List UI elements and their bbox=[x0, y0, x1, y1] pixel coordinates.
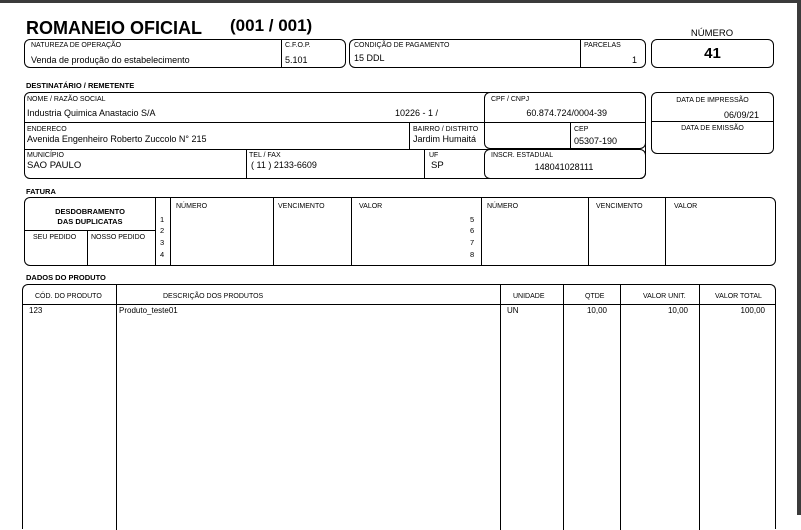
valor-header-right: VALOR bbox=[674, 203, 698, 210]
viewer-top-edge bbox=[0, 0, 801, 3]
nome-label: NOME / RAZÃO SOCIAL bbox=[27, 96, 106, 103]
seu-pedido-label: SEU PEDIDO bbox=[33, 234, 77, 241]
desdobramento-divider bbox=[155, 198, 156, 265]
col-divider-3 bbox=[563, 285, 564, 530]
cell-valor-total: 100,00 bbox=[740, 306, 765, 315]
numero-label: NÚMERO bbox=[690, 28, 734, 39]
uf-divider bbox=[424, 149, 425, 178]
cell-unidade: UN bbox=[507, 306, 519, 315]
th-valor-total: VALOR TOTAL bbox=[715, 293, 762, 300]
uf-value: SP bbox=[431, 160, 444, 171]
numero-header-left: NÚMERO bbox=[176, 203, 208, 210]
destinatario-section-title: DESTINATÁRIO / REMETENTE bbox=[26, 81, 135, 90]
col-divider-1 bbox=[116, 285, 117, 530]
bairro-divider bbox=[409, 122, 410, 149]
municipio-value: SAO PAULO bbox=[27, 160, 82, 171]
fatura-index-3: 3 bbox=[160, 238, 165, 247]
cfop-label: C.F.O.P. bbox=[285, 42, 311, 49]
bairro-label: BAIRRO / DISTRITO bbox=[413, 126, 479, 133]
endereco-value: Avenida Engenheiro Roberto Zuccolo N° 215 bbox=[27, 134, 207, 144]
fatura-index-1: 1 bbox=[160, 215, 165, 224]
produtos-header-divider bbox=[23, 304, 775, 305]
impressao-label: DATA DE IMPRESSÃO bbox=[676, 97, 749, 104]
ie-box bbox=[484, 149, 646, 179]
viewer-scrollbar[interactable] bbox=[797, 0, 801, 515]
cfop-value: 5.101 bbox=[285, 55, 308, 65]
emissao-label: DATA DE EMISSÃO bbox=[681, 125, 744, 132]
produtos-table bbox=[22, 284, 776, 529]
fatura-index-8: 8 bbox=[470, 250, 475, 259]
page-counter: (001 / 001) bbox=[230, 16, 313, 35]
th-valor-unit: VALOR UNIT. bbox=[643, 293, 686, 300]
cell-qtde: 10,00 bbox=[586, 306, 607, 315]
fatura-index-7: 7 bbox=[470, 238, 475, 247]
fatura-section-title: FATURA bbox=[26, 187, 56, 196]
desdobramento-title bbox=[25, 207, 155, 227]
natureza-box bbox=[24, 39, 346, 68]
ie-label: INSCR. ESTADUAL bbox=[491, 152, 554, 159]
datas-box bbox=[651, 92, 774, 154]
tel-label: TEL / FAX bbox=[249, 152, 281, 159]
cell-descricao: Produto_teste01 bbox=[119, 306, 178, 315]
parcelas-value: 1 bbox=[631, 55, 637, 65]
municipio-label: MUNICÍPIO bbox=[27, 152, 64, 159]
vencimento-header-right: VENCIMENTO bbox=[596, 203, 643, 210]
left-valor-divider bbox=[351, 198, 352, 265]
condicao-box bbox=[349, 39, 646, 68]
th-codigo: CÓD. DO PRODUTO bbox=[35, 293, 102, 300]
numero-header-right: NÚMERO bbox=[487, 203, 519, 210]
document-title: ROMANEIO OFICIAL bbox=[26, 18, 202, 38]
numero-box bbox=[651, 39, 774, 68]
tel-divider bbox=[246, 149, 247, 178]
right-venc-divider bbox=[588, 198, 589, 265]
cpf-value: 60.874.724/0004-39 bbox=[526, 108, 607, 118]
col-divider-4 bbox=[620, 285, 621, 530]
cep-label: CEP bbox=[574, 126, 589, 133]
fatura-index-5: 5 bbox=[470, 215, 475, 224]
fatura-index-6: 6 bbox=[470, 226, 475, 235]
tel-value: ( 11 ) 2133-6609 bbox=[251, 160, 317, 170]
cep-value: 05307-190 bbox=[574, 136, 618, 146]
cep-divider bbox=[570, 122, 571, 148]
th-descricao: DESCRIÇÃO DOS PRODUTOS bbox=[163, 293, 264, 300]
natureza-label: NATUREZA DE OPERAÇÃO bbox=[31, 42, 122, 49]
nosso-pedido-label: NOSSO PEDIDO bbox=[91, 234, 146, 241]
numero-value: 41 bbox=[704, 45, 721, 62]
cpf-cep-box bbox=[484, 92, 646, 149]
impressao-value: 06/09/21 bbox=[723, 110, 759, 120]
condicao-value: 15 DDL bbox=[354, 53, 385, 63]
condicao-label: CONDIÇÃO DE PAGAMENTO bbox=[354, 42, 450, 49]
left-venc-divider bbox=[273, 198, 274, 265]
th-qtde: QTDE bbox=[585, 293, 605, 300]
col-divider-2 bbox=[500, 285, 501, 530]
fatura-box bbox=[24, 197, 776, 266]
right-valor-divider bbox=[665, 198, 666, 265]
desdobramento-line1: DESDOBRAMENTO bbox=[55, 207, 125, 216]
parcelas-label: PARCELAS bbox=[584, 42, 621, 49]
ie-value: 148041028111 bbox=[534, 162, 594, 172]
endereco-label: ENDERECO bbox=[27, 126, 67, 133]
parcelas-divider bbox=[580, 40, 581, 67]
vencimento-header-left: VENCIMENTO bbox=[278, 203, 325, 210]
cpf-divider bbox=[485, 122, 645, 123]
nome-code: 10226 - 1 / bbox=[395, 108, 439, 118]
cpf-label: CPF / CNPJ bbox=[491, 96, 530, 103]
col-divider-5 bbox=[699, 285, 700, 530]
th-unidade: UNIDADE bbox=[513, 293, 545, 300]
produtos-section-title: DADOS DO PRODUTO bbox=[26, 273, 106, 282]
natureza-value: Venda de produção do estabelecimento bbox=[31, 55, 190, 65]
desdobramento-line2: DAS DUPLICATAS bbox=[57, 217, 123, 226]
cell-valor-unit: 10,00 bbox=[667, 306, 688, 315]
cfop-divider bbox=[281, 40, 282, 67]
cell-codigo: 123 bbox=[29, 306, 43, 315]
fatura-index-4: 4 bbox=[160, 250, 165, 259]
datas-divider bbox=[652, 121, 773, 122]
pedido-divider bbox=[25, 230, 155, 231]
fatura-index-2: 2 bbox=[160, 226, 165, 235]
right-index-divider bbox=[481, 198, 482, 265]
uf-label: UF bbox=[429, 152, 439, 159]
valor-header-left: VALOR bbox=[359, 203, 383, 210]
left-index-divider bbox=[170, 198, 171, 265]
bairro-value: Jardim Humaitá bbox=[413, 134, 477, 144]
nome-value: Industria Quimica Anastacio S/A bbox=[27, 108, 156, 118]
pedido-mid-divider bbox=[87, 230, 88, 265]
